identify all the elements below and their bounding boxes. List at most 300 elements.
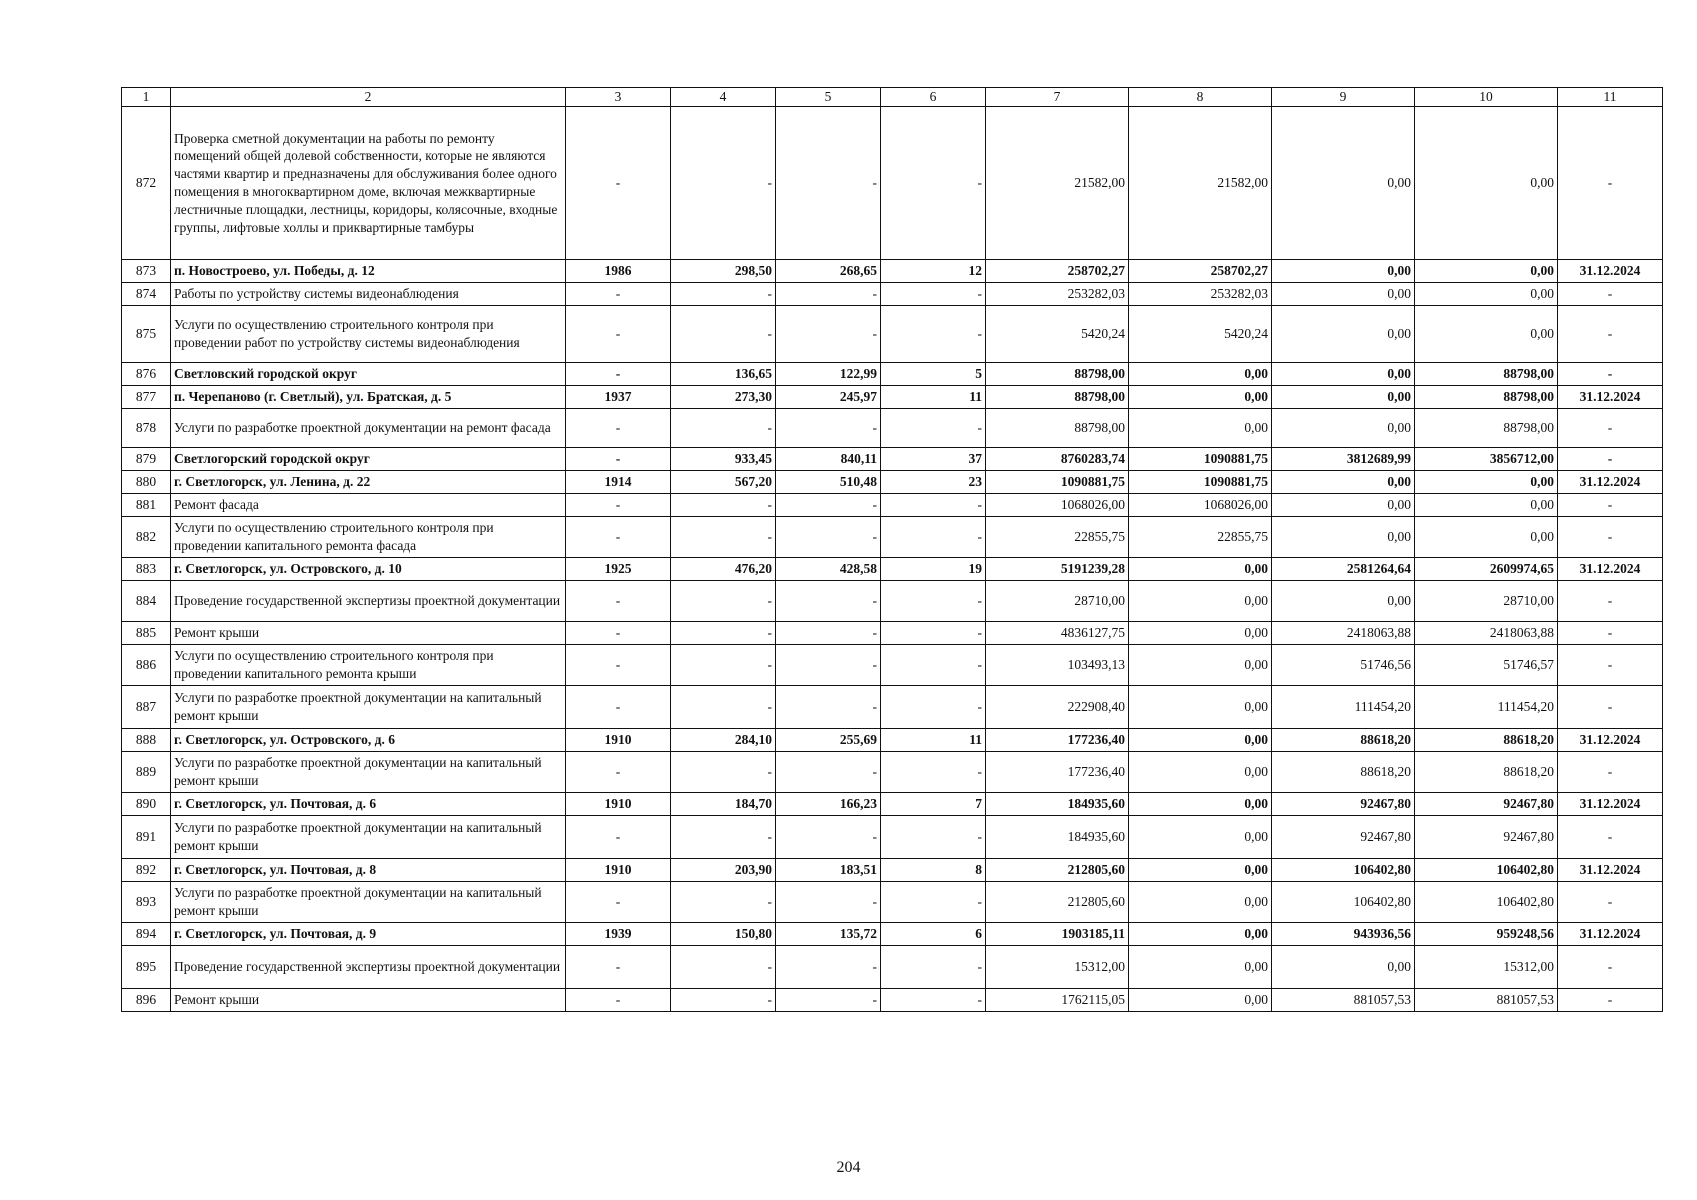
cell-cost-col8: 0,00 [1129,622,1272,645]
row-number: 892 [122,859,171,882]
cell-deadline: - [1558,517,1663,558]
cell-cost-total: 212805,60 [986,859,1129,882]
cell-living-area: 122,99 [776,363,881,386]
cell-deadline: - [1558,306,1663,363]
cell-cost-col9: 0,00 [1272,946,1415,989]
cell-deadline: - [1558,989,1663,1012]
column-number-header [122,88,1663,107]
cell-residents: 37 [881,448,986,471]
cell-year: - [566,517,671,558]
cell-deadline: - [1558,409,1663,448]
row-name: г. Светлогорск, ул. Островского, д. 6 [171,729,566,752]
cell-living-area: - [776,686,881,729]
cell-total-area: 284,10 [671,729,776,752]
cell-cost-col9: 881057,53 [1272,989,1415,1012]
row-name: Услуги по осуществлению строительного контроля при проведении капитального ремонта крыши [171,645,566,686]
cell-cost-col8: 0,00 [1129,645,1272,686]
cell-living-area: - [776,409,881,448]
cell-year: - [566,989,671,1012]
cell-deadline: - [1558,816,1663,859]
cell-residents: - [881,816,986,859]
table-row [122,494,1663,517]
cell-living-area: - [776,882,881,923]
cell-deadline: - [1558,494,1663,517]
cell-cost-col8: 0,00 [1129,729,1272,752]
table-row [122,946,1663,989]
cell-year: - [566,686,671,729]
cell-cost-col8: 22855,75 [1129,517,1272,558]
cell-cost-col8: 0,00 [1129,752,1272,793]
cell-cost-col8: 5420,24 [1129,306,1272,363]
table-row-group [122,558,1663,581]
row-number: 885 [122,622,171,645]
cell-year: - [566,882,671,923]
cell-cost-col10: 0,00 [1415,471,1558,494]
row-number: 878 [122,409,171,448]
cell-total-area: - [671,816,776,859]
row-name: г. Светлогорск, ул. Островского, д. 10 [171,558,566,581]
cell-total-area: - [671,989,776,1012]
cell-year: 1910 [566,859,671,882]
row-number: 891 [122,816,171,859]
cell-deadline: - [1558,645,1663,686]
cell-cost-col8: 1068026,00 [1129,494,1272,517]
cell-cost-total: 1068026,00 [986,494,1129,517]
cell-cost-col9: 0,00 [1272,363,1415,386]
cell-total-area: 933,45 [671,448,776,471]
cell-residents: - [881,946,986,989]
cell-cost-col10: 959248,56 [1415,923,1558,946]
cell-cost-total: 21582,00 [986,107,1129,260]
row-name: Услуги по разработке проектной документации на ремонт фасада [171,409,566,448]
cell-cost-col10: 106402,80 [1415,882,1558,923]
cell-year: - [566,448,671,471]
header-cell: 4 [671,88,776,107]
cell-cost-col9: 92467,80 [1272,793,1415,816]
cell-year: 1910 [566,729,671,752]
cell-residents: - [881,107,986,260]
cell-residents: - [881,686,986,729]
cell-cost-col10: 881057,53 [1415,989,1558,1012]
cell-cost-col9: 2418063,88 [1272,622,1415,645]
cell-cost-col8: 0,00 [1129,581,1272,622]
table-row-group [122,793,1663,816]
row-name: п. Новостроево, ул. Победы, д. 12 [171,260,566,283]
row-name: Услуги по разработке проектной документации на капитальный ремонт крыши [171,752,566,793]
cell-deadline: 31.12.2024 [1558,471,1663,494]
cell-deadline: 31.12.2024 [1558,260,1663,283]
cell-residents: 6 [881,923,986,946]
cell-living-area: - [776,581,881,622]
cell-cost-total: 177236,40 [986,729,1129,752]
cell-year: - [566,622,671,645]
table-row-group [122,729,1663,752]
cell-total-area: - [671,882,776,923]
cell-year: - [566,283,671,306]
cell-cost-col10: 2418063,88 [1415,622,1558,645]
row-name: Услуги по осуществлению строительного контроля при проведении работ по устройству системы видеонаблюдения [171,306,566,363]
cell-living-area: 510,48 [776,471,881,494]
cell-cost-col9: 2581264,64 [1272,558,1415,581]
cell-cost-col10: 106402,80 [1415,859,1558,882]
cell-total-area: 298,50 [671,260,776,283]
cell-total-area: - [671,283,776,306]
cell-deadline: - [1558,283,1663,306]
table-row [122,882,1663,923]
cell-cost-total: 88798,00 [986,409,1129,448]
header-cell: 6 [881,88,986,107]
cell-residents: - [881,645,986,686]
cell-cost-col10: 88618,20 [1415,729,1558,752]
cell-living-area: - [776,517,881,558]
document-sheet [121,87,1662,1012]
cell-total-area: - [671,517,776,558]
cell-total-area: - [671,306,776,363]
row-name: п. Черепаново (г. Светлый), ул. Братская, д. 5 [171,386,566,409]
cell-cost-col9: 0,00 [1272,283,1415,306]
cell-total-area: - [671,946,776,989]
row-name: Светловский городской округ [171,363,566,386]
cell-cost-total: 177236,40 [986,752,1129,793]
cell-cost-col8: 0,00 [1129,409,1272,448]
header-cell: 8 [1129,88,1272,107]
registry-table [121,87,1663,1012]
cell-residents: - [881,752,986,793]
cell-living-area: 135,72 [776,923,881,946]
cell-residents: - [881,494,986,517]
table-row-group [122,923,1663,946]
cell-deadline: 31.12.2024 [1558,923,1663,946]
row-name: Проведение государственной экспертизы проектной документации [171,581,566,622]
cell-total-area: - [671,645,776,686]
row-number: 880 [122,471,171,494]
table-row [122,409,1663,448]
table-row-group [122,448,1663,471]
cell-year: - [566,409,671,448]
cell-year: - [566,645,671,686]
cell-cost-col8: 0,00 [1129,923,1272,946]
cell-cost-total: 8760283,74 [986,448,1129,471]
cell-cost-col8: 0,00 [1129,363,1272,386]
table-row-group [122,471,1663,494]
cell-cost-col8: 0,00 [1129,989,1272,1012]
cell-total-area: 184,70 [671,793,776,816]
cell-year: - [566,946,671,989]
row-number: 894 [122,923,171,946]
cell-cost-col10: 0,00 [1415,107,1558,260]
cell-cost-col9: 0,00 [1272,494,1415,517]
cell-cost-total: 103493,13 [986,645,1129,686]
cell-deadline: 31.12.2024 [1558,793,1663,816]
cell-cost-col10: 28710,00 [1415,581,1558,622]
cell-cost-total: 4836127,75 [986,622,1129,645]
row-name: Светлогорский городской округ [171,448,566,471]
cell-deadline: 31.12.2024 [1558,729,1663,752]
cell-residents: 5 [881,363,986,386]
cell-year: 1937 [566,386,671,409]
cell-cost-total: 212805,60 [986,882,1129,923]
cell-cost-col9: 0,00 [1272,386,1415,409]
row-name: Услуги по разработке проектной документации на капитальный ремонт крыши [171,882,566,923]
cell-cost-col8: 0,00 [1129,882,1272,923]
cell-residents: - [881,882,986,923]
cell-total-area: 567,20 [671,471,776,494]
row-number: 888 [122,729,171,752]
cell-cost-col9: 0,00 [1272,260,1415,283]
cell-total-area: 136,65 [671,363,776,386]
row-number: 879 [122,448,171,471]
cell-cost-col10: 3856712,00 [1415,448,1558,471]
cell-total-area: 150,80 [671,923,776,946]
row-name: г. Светлогорск, ул. Почтовая, д. 9 [171,923,566,946]
cell-deadline: 31.12.2024 [1558,859,1663,882]
cell-total-area: - [671,581,776,622]
cell-cost-col9: 51746,56 [1272,645,1415,686]
table-body [122,107,1663,1012]
cell-living-area: 428,58 [776,558,881,581]
header-cell: 9 [1272,88,1415,107]
cell-living-area: 268,65 [776,260,881,283]
table-row [122,283,1663,306]
cell-cost-col9: 0,00 [1272,409,1415,448]
cell-cost-col10: 88798,00 [1415,363,1558,386]
cell-living-area: - [776,306,881,363]
table-row [122,622,1663,645]
cell-residents: 11 [881,729,986,752]
cell-residents: - [881,306,986,363]
row-name: г. Светлогорск, ул. Почтовая, д. 8 [171,859,566,882]
cell-cost-col9: 3812689,99 [1272,448,1415,471]
cell-year: - [566,494,671,517]
cell-cost-col9: 0,00 [1272,107,1415,260]
cell-cost-col10: 0,00 [1415,283,1558,306]
cell-living-area: - [776,816,881,859]
cell-cost-col9: 88618,20 [1272,729,1415,752]
cell-year: - [566,581,671,622]
cell-total-area: - [671,494,776,517]
header-cell: 3 [566,88,671,107]
cell-deadline: - [1558,752,1663,793]
row-name: Услуги по разработке проектной документации на капитальный ремонт крыши [171,816,566,859]
cell-year: - [566,752,671,793]
table-row [122,686,1663,729]
cell-living-area: - [776,107,881,260]
cell-cost-col10: 111454,20 [1415,686,1558,729]
cell-living-area: - [776,283,881,306]
row-name: Ремонт крыши [171,989,566,1012]
cell-year: 1925 [566,558,671,581]
cell-living-area: 183,51 [776,859,881,882]
cell-cost-total: 184935,60 [986,793,1129,816]
row-number: 874 [122,283,171,306]
cell-cost-col10: 88798,00 [1415,386,1558,409]
cell-cost-col9: 0,00 [1272,306,1415,363]
cell-cost-total: 5420,24 [986,306,1129,363]
cell-year: 1910 [566,793,671,816]
header-cell: 7 [986,88,1129,107]
table-row-group [122,260,1663,283]
cell-residents: - [881,283,986,306]
row-number: 887 [122,686,171,729]
cell-total-area: 273,30 [671,386,776,409]
cell-residents: 11 [881,386,986,409]
table-row [122,989,1663,1012]
cell-cost-col10: 92467,80 [1415,816,1558,859]
cell-year: 1914 [566,471,671,494]
cell-deadline: 31.12.2024 [1558,386,1663,409]
cell-deadline: 31.12.2024 [1558,558,1663,581]
header-cell: 2 [171,88,566,107]
cell-cost-col10: 0,00 [1415,306,1558,363]
cell-cost-col9: 88618,20 [1272,752,1415,793]
cell-cost-col9: 111454,20 [1272,686,1415,729]
cell-cost-col10: 0,00 [1415,260,1558,283]
cell-living-area: - [776,989,881,1012]
cell-cost-col8: 1090881,75 [1129,448,1272,471]
cell-cost-total: 5191239,28 [986,558,1129,581]
cell-deadline: - [1558,107,1663,260]
cell-deadline: - [1558,946,1663,989]
cell-cost-col8: 1090881,75 [1129,471,1272,494]
row-name: Услуги по осуществлению строительного контроля при проведении капитального ремонта фасада [171,517,566,558]
cell-cost-col8: 0,00 [1129,558,1272,581]
cell-year: - [566,363,671,386]
cell-residents: 19 [881,558,986,581]
cell-total-area: - [671,686,776,729]
row-name: г. Светлогорск, ул. Ленина, д. 22 [171,471,566,494]
cell-cost-col9: 106402,80 [1272,859,1415,882]
row-number: 889 [122,752,171,793]
cell-cost-total: 1903185,11 [986,923,1129,946]
cell-year: 1939 [566,923,671,946]
cell-deadline: - [1558,363,1663,386]
cell-residents: - [881,989,986,1012]
cell-total-area: 476,20 [671,558,776,581]
cell-cost-col8: 0,00 [1129,386,1272,409]
cell-cost-col8: 0,00 [1129,946,1272,989]
table-row-group [122,363,1663,386]
cell-living-area: - [776,946,881,989]
cell-cost-total: 1090881,75 [986,471,1129,494]
cell-total-area: 203,90 [671,859,776,882]
cell-cost-col8: 253282,03 [1129,283,1272,306]
cell-deadline: - [1558,622,1663,645]
cell-cost-col10: 0,00 [1415,494,1558,517]
cell-cost-total: 253282,03 [986,283,1129,306]
cell-cost-total: 1762115,05 [986,989,1129,1012]
row-number: 876 [122,363,171,386]
cell-year: - [566,107,671,260]
cell-residents: - [881,581,986,622]
row-number: 893 [122,882,171,923]
row-number: 895 [122,946,171,989]
cell-total-area: - [671,107,776,260]
row-number: 886 [122,645,171,686]
cell-total-area: - [671,409,776,448]
cell-living-area: 255,69 [776,729,881,752]
row-name: Проведение государственной экспертизы проектной документации [171,946,566,989]
cell-cost-col10: 88618,20 [1415,752,1558,793]
header-cell: 11 [1558,88,1663,107]
row-name: Проверка сметной документации на работы по ремонту помещений общей долевой собственности, которые не являются частями квартир и предназначены для обслуживания более одного помещения в многоквартирном доме, включая межквартирные лестничные площадки, лестницы, коридоры, колясочные, входные группы, лифтовые холлы и приквартирные тамбуры [171,107,566,260]
row-number: 875 [122,306,171,363]
cell-cost-total: 15312,00 [986,946,1129,989]
cell-cost-col9: 92467,80 [1272,816,1415,859]
cell-cost-col8: 258702,27 [1129,260,1272,283]
cell-year: 1986 [566,260,671,283]
cell-residents: 12 [881,260,986,283]
cell-residents: 23 [881,471,986,494]
cell-cost-total: 258702,27 [986,260,1129,283]
cell-living-area: - [776,494,881,517]
row-name: Ремонт фасада [171,494,566,517]
cell-cost-total: 88798,00 [986,386,1129,409]
cell-living-area: - [776,645,881,686]
cell-deadline: - [1558,686,1663,729]
table-row-group [122,859,1663,882]
cell-year: - [566,816,671,859]
row-number: 890 [122,793,171,816]
cell-cost-total: 222908,40 [986,686,1129,729]
cell-cost-col8: 0,00 [1129,859,1272,882]
cell-deadline: - [1558,581,1663,622]
cell-total-area: - [671,622,776,645]
cell-living-area: 840,11 [776,448,881,471]
page-number: 204 [836,1159,861,1176]
cell-cost-col10: 88798,00 [1415,409,1558,448]
cell-cost-col9: 943936,56 [1272,923,1415,946]
cell-cost-total: 22855,75 [986,517,1129,558]
table-row [122,752,1663,793]
cell-cost-total: 28710,00 [986,581,1129,622]
cell-cost-col9: 0,00 [1272,517,1415,558]
cell-cost-total: 88798,00 [986,363,1129,386]
cell-living-area: 166,23 [776,793,881,816]
row-number: 877 [122,386,171,409]
cell-cost-col8: 0,00 [1129,816,1272,859]
row-name: Работы по устройству системы видеонаблюдения [171,283,566,306]
table-row [122,107,1663,260]
row-number: 884 [122,581,171,622]
cell-cost-col9: 106402,80 [1272,882,1415,923]
row-number: 882 [122,517,171,558]
cell-residents: - [881,409,986,448]
header-cell: 1 [122,88,171,107]
cell-cost-col10: 92467,80 [1415,793,1558,816]
row-name: Ремонт крыши [171,622,566,645]
cell-deadline: - [1558,448,1663,471]
cell-cost-col8: 21582,00 [1129,107,1272,260]
cell-residents: 8 [881,859,986,882]
table-row [122,816,1663,859]
cell-cost-col10: 51746,57 [1415,645,1558,686]
cell-cost-col9: 0,00 [1272,581,1415,622]
cell-residents: 7 [881,793,986,816]
header-cell: 5 [776,88,881,107]
cell-residents: - [881,517,986,558]
cell-cost-total: 184935,60 [986,816,1129,859]
cell-deadline: - [1558,882,1663,923]
row-name: Услуги по разработке проектной документации на капитальный ремонт крыши [171,686,566,729]
cell-cost-col8: 0,00 [1129,686,1272,729]
row-name: г. Светлогорск, ул. Почтовая, д. 6 [171,793,566,816]
table-row [122,306,1663,363]
table-row-group [122,386,1663,409]
row-number: 881 [122,494,171,517]
cell-residents: - [881,622,986,645]
row-number: 896 [122,989,171,1012]
table-row [122,517,1663,558]
